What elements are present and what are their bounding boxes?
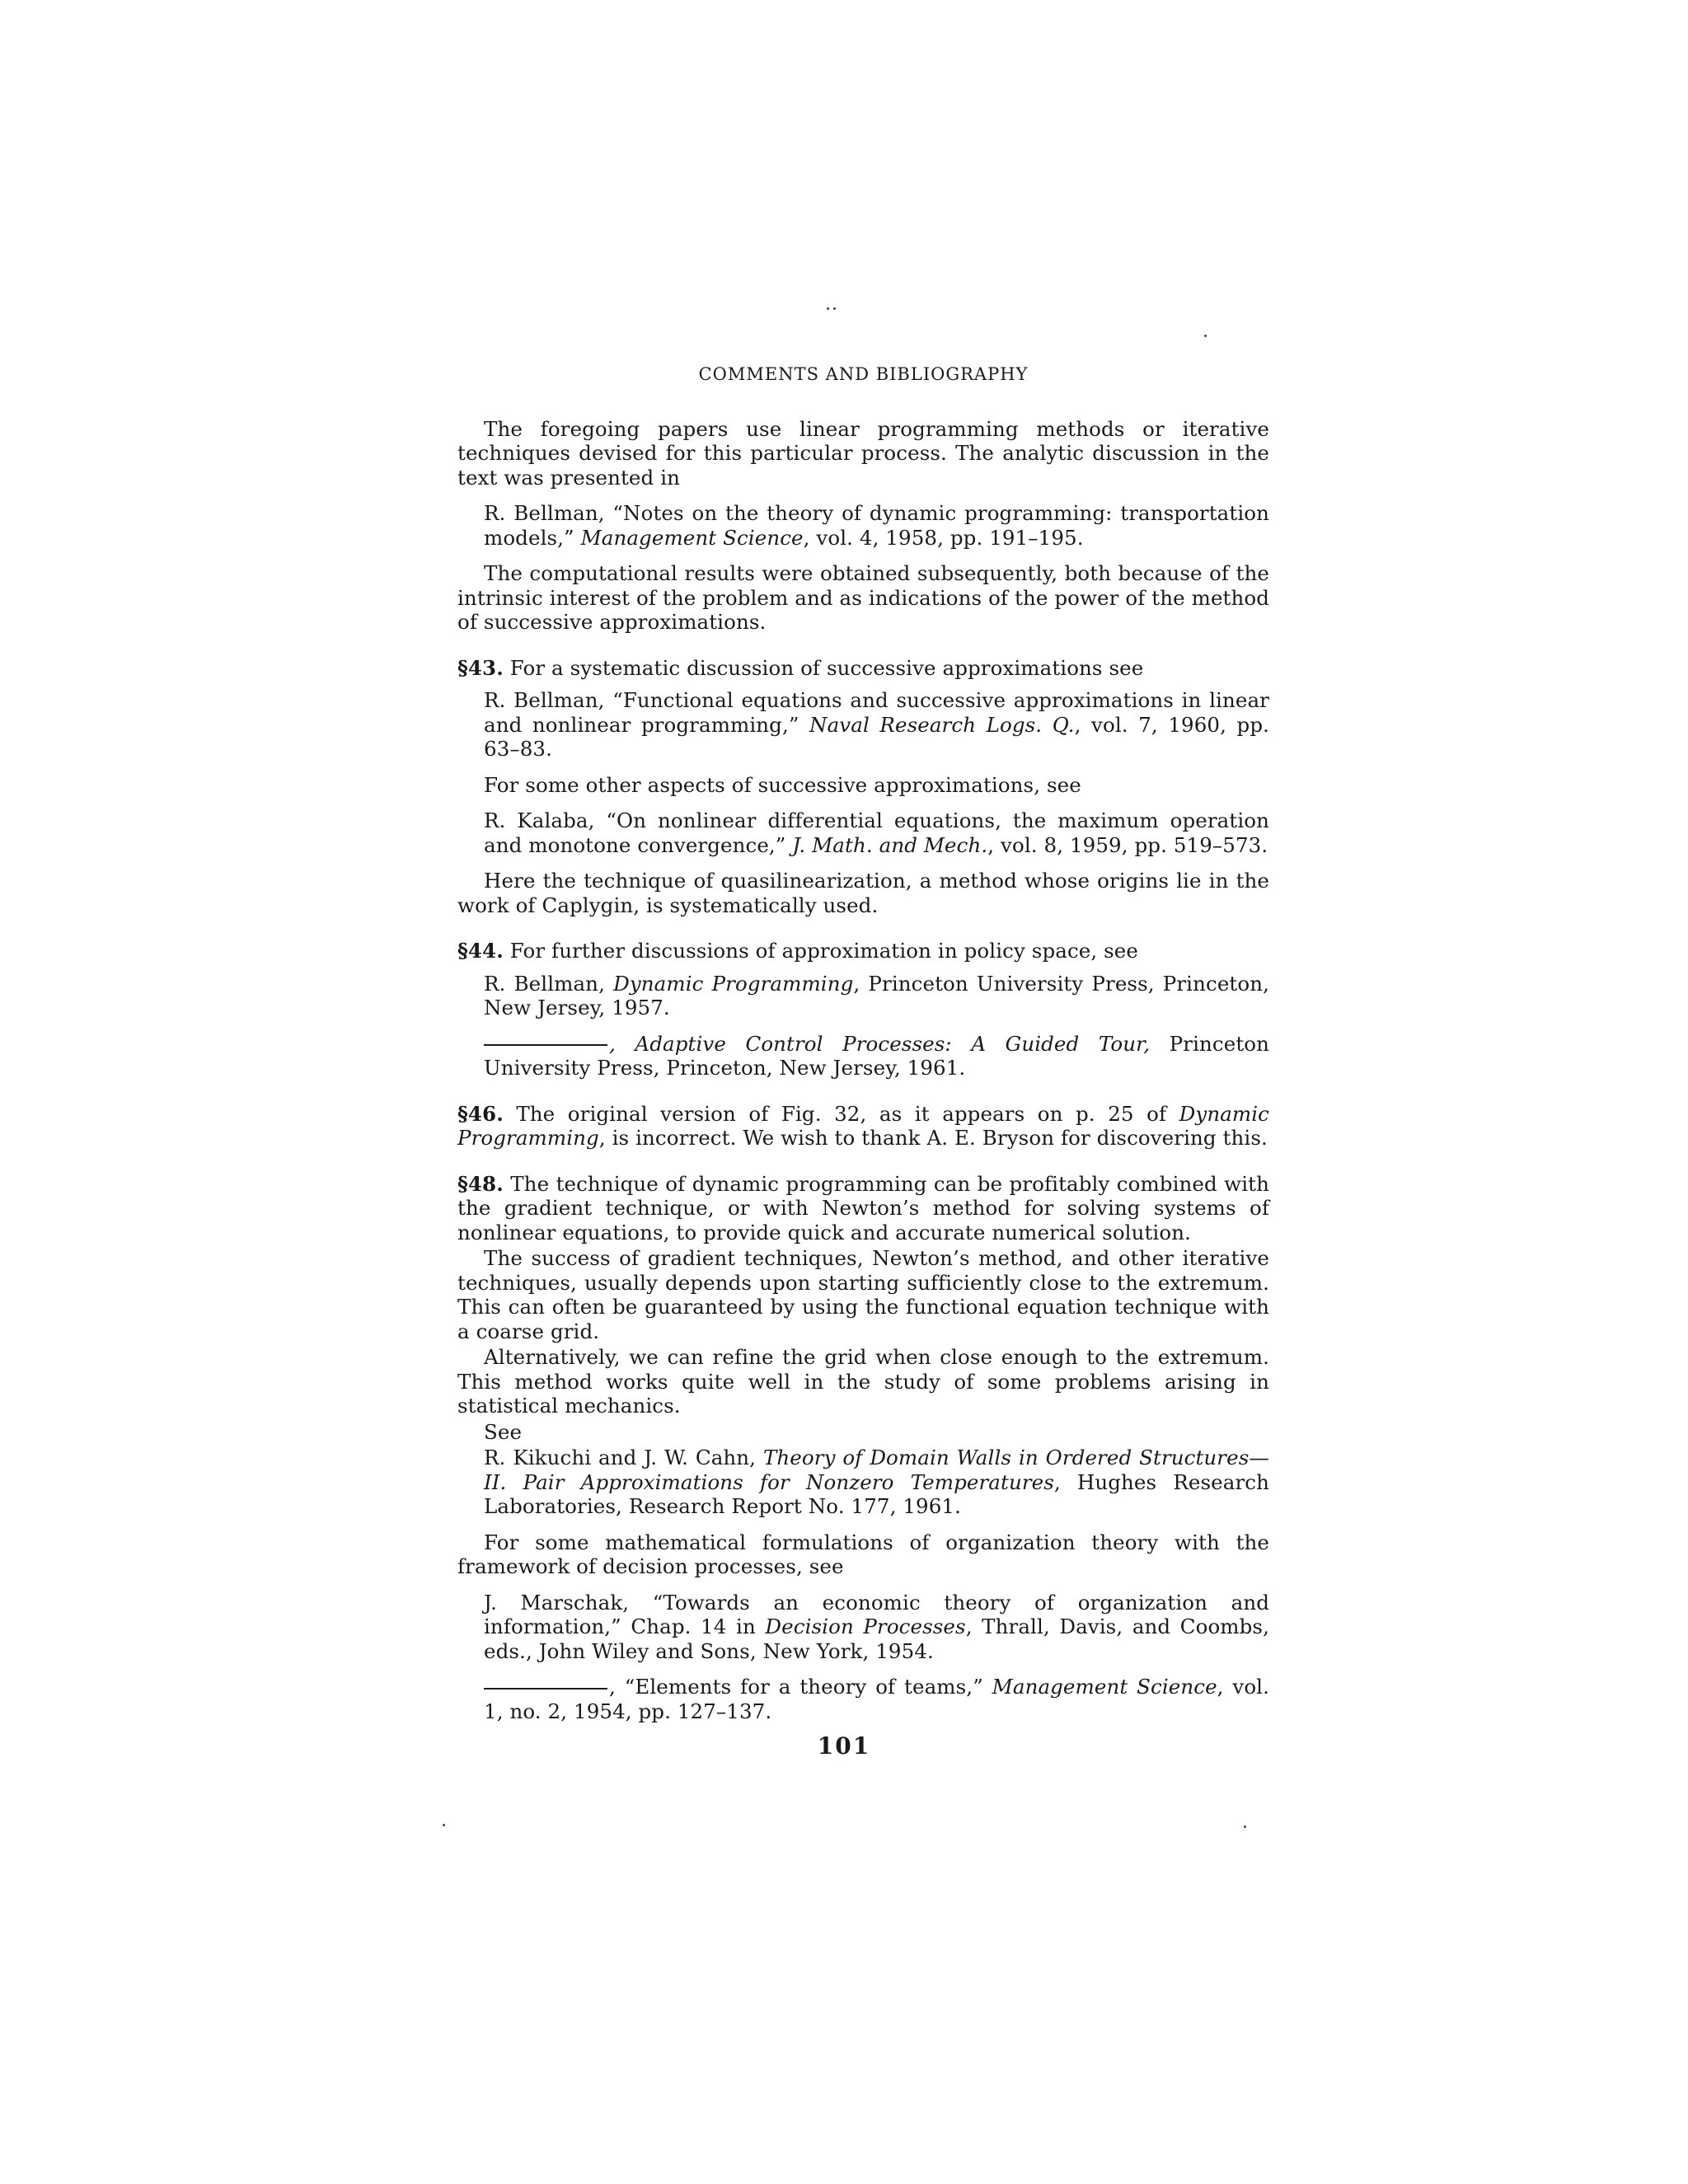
ditto-dash: [484, 1044, 607, 1046]
paragraph-other-aspects: For some other aspects of successive approximations, see: [484, 772, 1081, 797]
scan-speck: [1244, 1825, 1246, 1828]
paragraph-refine-grid: Alternatively, we can refine the grid when close enough to the extremum. This method works quite well in the study of some problems arising in statistical mechanics.: [457, 1345, 1269, 1418]
reference-bellman-functional-equations: R. Bellman, “Functional equations and successive approximations in linear and nonlinear programming,” Naval Research Logs. Q., vol. 7, 1960, pp. 63–83.: [484, 688, 1270, 761]
section-43: §43. For a systematic discussion of successive approximations see: [457, 655, 1144, 680]
scan-speck: [833, 307, 836, 310]
section-number: §44.: [457, 939, 504, 963]
reference-kalaba: R. Kalaba, “On nonlinear differential equations, the maximum operation and monotone convergence,” J. Math. and Mech., vol. 8, 1959, pp. 519–573.: [484, 808, 1269, 857]
running-head: COMMENTS AND BIBLIOGRAPHY: [698, 364, 1029, 384]
section-number: §48.: [457, 1171, 504, 1196]
ditto-dash: [484, 1688, 607, 1690]
section-number: §46.: [457, 1101, 504, 1126]
section-46: §46. The original version of Fig. 32, as it appears on p. 25 of Dynamic Programming, is incorrect. We wish to thank A. E. Bryson for discovering this.: [457, 1101, 1269, 1150]
scan-speck: [1204, 335, 1207, 337]
page-number: 101: [817, 1732, 871, 1760]
section-48: §48. The technique of dynamic programming can be profitably combined with the gradient technique, or with Newton’s method for solving systems of nonlinear equations, to provide quick and accurate numerical solution.: [457, 1171, 1269, 1244]
reference-bellman-adaptive-control: , Adaptive Control Processes: A Guided Tour, Princeton University Press, Princeton, New Jersey, 1961.: [484, 1031, 1269, 1080]
reference-marschak-organization: J. Marschak, “Towards an economic theory of organization and information,” Chap. 14 in Decision Processes, Thrall, Davis, and Coombs, eds., John Wiley and Sons, New York, 1954.: [484, 1590, 1269, 1663]
paragraph-gradient-success: The success of gradient techniques, Newton’s method, and other iterative techniques, usually depends upon starting sufficiently close to the extremum. This can often be guaranteed by using the functional equation technique with a coarse grid.: [457, 1246, 1269, 1343]
reference-bellman-dynamic-programming: R. Bellman, Dynamic Programming, Princeton University Press, Princeton, New Jersey, 1957.: [484, 971, 1269, 1019]
scan-speck: [827, 307, 829, 310]
reference-marschak-teams: , “Elements for a theory of teams,” Management Science, vol. 1, no. 2, 1954, pp. 127–137.: [484, 1675, 1270, 1723]
reference-kikuchi-cahn: R. Kikuchi and J. W. Cahn, Theory of Domain Walls in Ordered Structures—II. Pair Approximations for Nonzero Temperatures, Hughes Research Laboratories, Research Report No. 177, 1961.: [484, 1446, 1269, 1518]
paragraph-intro: The foregoing papers use linear programming methods or iterative techniques devised for this particular process. The analytic discussion in the text was presented in: [457, 416, 1269, 490]
paragraph-computational-results: The computational results were obtained subsequently, both because of the intrinsic interest of the problem and as indications of the power of the method of successive approximations.: [457, 561, 1269, 634]
section-number: §43.: [457, 655, 504, 680]
scan-speck: [443, 1824, 445, 1826]
paragraph-see: See: [484, 1419, 523, 1444]
paragraph-organization-theory: For some mathematical formulations of organization theory with the framework of decision processes, see: [457, 1530, 1269, 1578]
page-body: [457, 350, 1269, 1735]
paragraph-quasilinearization: Here the technique of quasilinearization, a method whose origins lie in the work of Caplygin, is systematically used.: [457, 869, 1269, 917]
reference-bellman-transportation: R. Bellman, “Notes on the theory of dynamic programming: transportation models,” Management Science, vol. 4, 1958, pp. 191–195.: [484, 501, 1269, 550]
section-44: §44. For further discussions of approximation in policy space, see: [457, 939, 1139, 963]
